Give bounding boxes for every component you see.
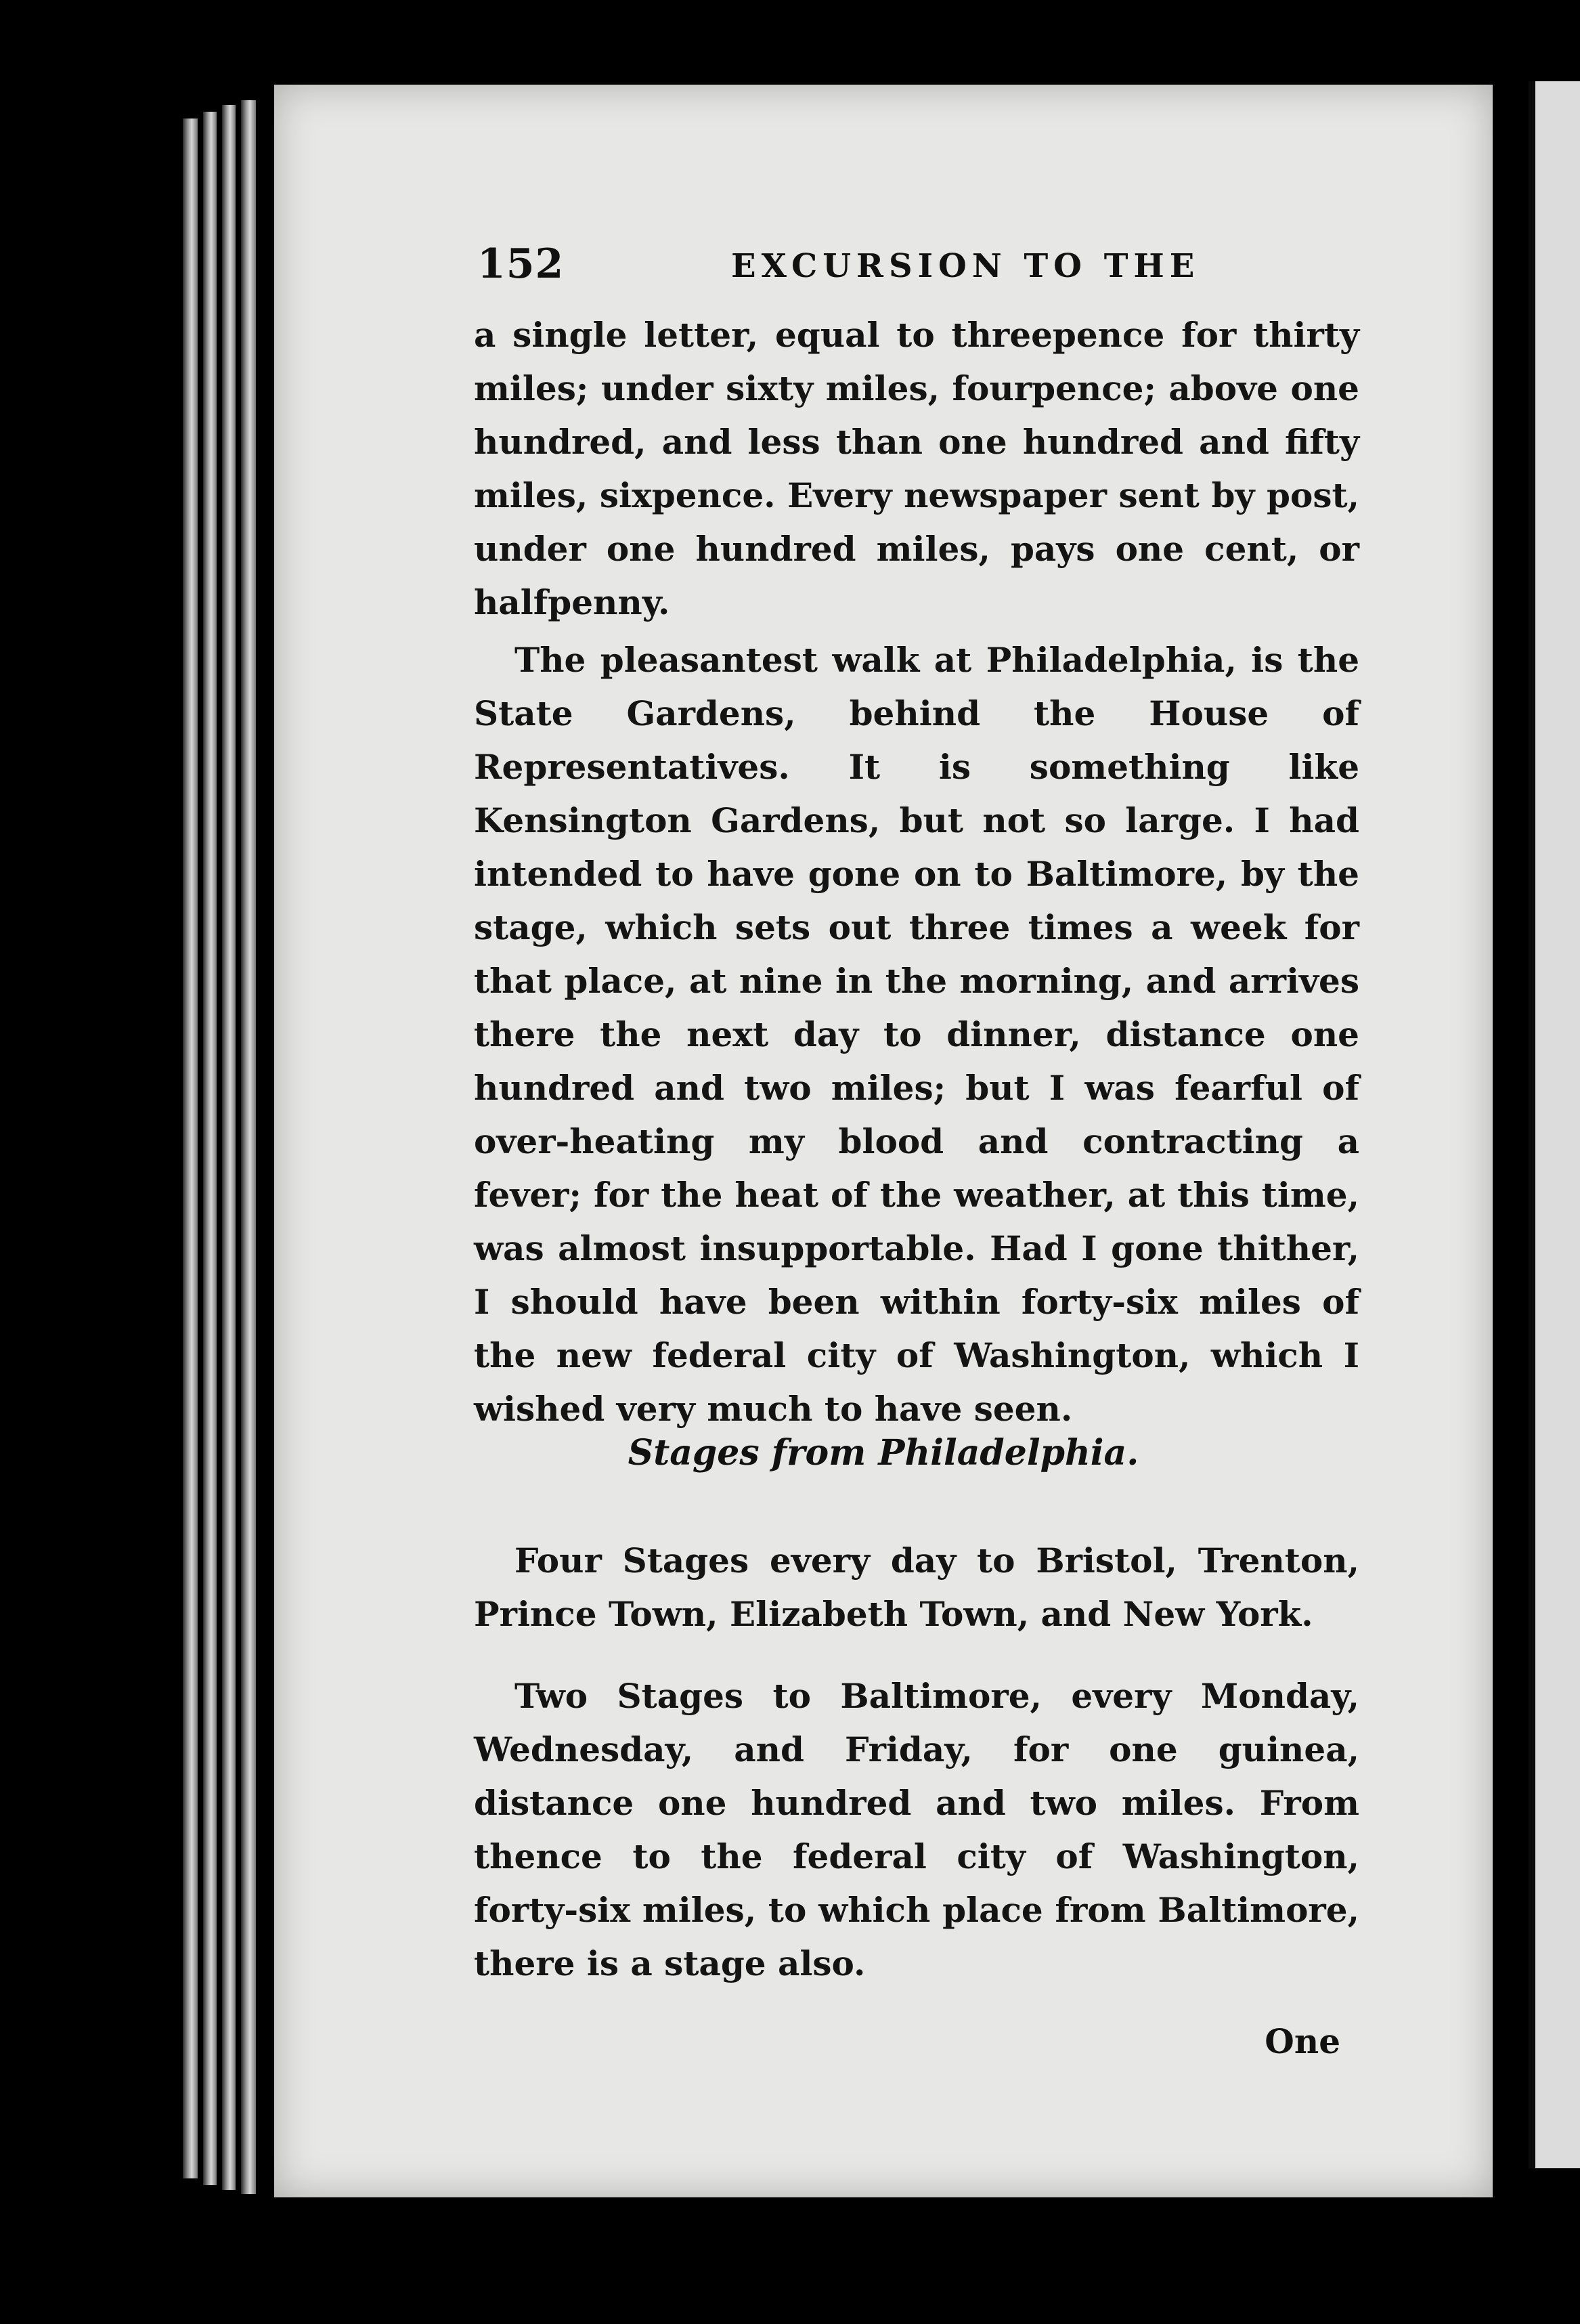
catchword: One: [1265, 2021, 1340, 2061]
page-edge: [241, 100, 256, 2194]
section-heading: Stages from Philadelphia.: [628, 1432, 1139, 1473]
paragraph-philadelphia: [474, 633, 1359, 1436]
paragraph-stages-baltimore-text: Two Stages to Baltimore, every Monday, Wednesday, and Friday, for one guinea, distance one hundred and two miles. From thence to the federal city of Washington, forty-six miles, to which place from Baltimore, there is a stage also.: [474, 1676, 1359, 1983]
paragraph-stages-new-york: [474, 1534, 1359, 1641]
page-header: [274, 240, 1493, 301]
running-head: EXCURSION TO THE: [731, 247, 1200, 285]
paragraph-stages-baltimore: [474, 1669, 1359, 1990]
page-edge: [183, 119, 198, 2178]
page-edge: [203, 112, 217, 2185]
paragraph-stages-new-york-text: Four Stages every day to Bristol, Trenton, Prince Town, Elizabeth Town, and New York.: [474, 1541, 1359, 1634]
facing-page-edge: [1529, 81, 1580, 2168]
paragraph-philadelphia-text: The pleasantest walk at Philadelphia, is the State Gardens, behind the House of Representatives. It is something like Kensington Gardens, but not so large. I had intended to have gone on to Baltimore, by the stage, which sets out three times a week for that place, at nine in the morning, and arrives there the next day to dinner, distance one hundred and two miles; but I was fearful of over-heating my blood and contracting a fever; for the heat of the weather, at this time, was almost insupportable. Had I gone thither, I should have been within forty-six miles of the new federal city of Washington, which I wished very much to have seen.: [474, 640, 1359, 1429]
page-number: 152: [477, 240, 565, 288]
page-edge: [222, 105, 236, 2190]
book-page: [274, 85, 1493, 2197]
paragraph-postage: a single letter, equal to threepence for thirty miles; under sixty miles, fourpence; above one hundred, and less than one hundred and fifty miles, sixpence. Every newspaper sent by post, under one hundred miles, pays one cent, or halfpenny.: [474, 315, 1359, 622]
